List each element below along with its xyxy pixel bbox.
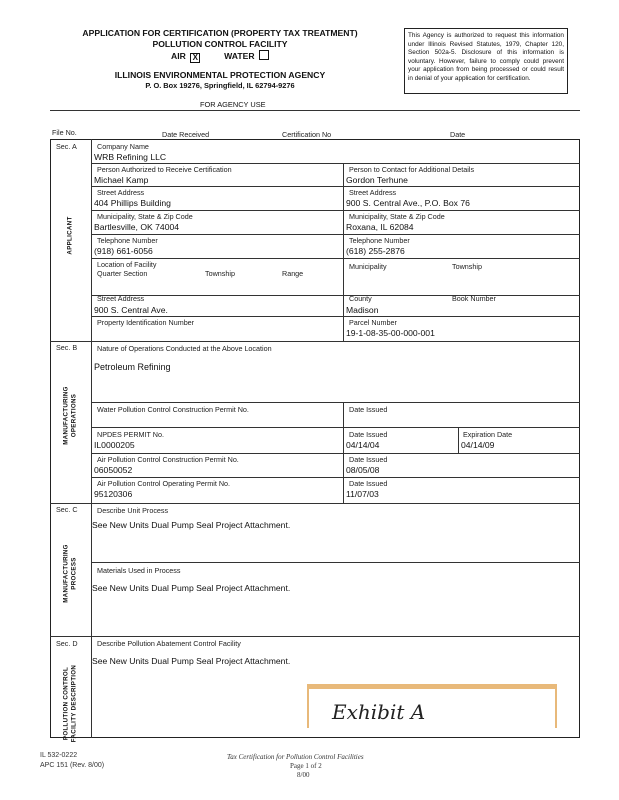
auth-person-label: Person Authorized to Receive Certification [97,165,232,174]
apc-construction-value[interactable]: 06050052 [94,465,133,475]
air-water-line [60,50,380,63]
unit-process-value[interactable]: See New Units Dual Pump Seal Project Attachment. [92,520,291,530]
quarter-label: Quarter Section [97,269,148,278]
parcel-label: Parcel Number [349,318,397,327]
city-label: Municipality, State & Zip Code [97,212,193,221]
street-value[interactable]: 404 Phillips Building [94,198,171,208]
city2-label: Municipality, State & Zip Code [349,212,445,221]
apc-operating-value[interactable]: 95120306 [94,489,133,499]
street2-value[interactable]: 900 S. Central Ave., P.O. Box 76 [346,198,470,208]
npdes-date-label: Date Issued [349,430,388,439]
apc-operating-label: Air Pollution Control Operating Permit No. [97,479,231,488]
phone2-value[interactable]: (618) 255-2876 [346,246,405,256]
apc-operating-date-label: Date Issued [349,479,388,488]
facility-label: Describe Pollution Abatement Control Facility [97,639,241,648]
township2-label: Township [452,262,482,271]
unit-process-label: Describe Unit Process [97,506,169,515]
county-label: County [349,294,372,303]
npdes-date-value[interactable]: 04/14/04 [346,440,380,450]
nature-label: Nature of Operations Conducted at the Above Location [97,344,272,353]
manufacturing-process-side-label-2: PROCESS [70,557,78,590]
npdes-value[interactable]: IL0000205 [94,440,135,450]
book-number-label: Book Number [452,294,496,303]
sec-b-label: Sec. B [56,343,78,352]
agency-address: P. O. Box 19276, Springfield, IL 62794-9276 [145,81,295,90]
range-label: Range [282,269,304,278]
materials-label: Materials Used in Process [97,566,181,575]
form-subtitle: POLLUTION CONTROL FACILITY [152,39,288,49]
sec-a-label: Sec. A [56,142,77,151]
expiration-date-value[interactable]: 04/14/09 [461,440,495,450]
company-name-label: Company Name [97,142,149,151]
apc-operating-date-value[interactable]: 11/07/03 [346,489,379,499]
footer-revision: APC 151 (Rev. 8/00) [40,762,105,769]
footer-date: 8/00 [297,771,310,779]
file-no-label: File No. [52,128,77,137]
footer-title: Tax Certification for Pollution Control Facilities [227,753,364,761]
exhibit-label: Exhibit A [332,700,426,724]
location-label: Location of Facility [97,260,157,269]
township-label: Township [205,269,235,278]
city2-value[interactable]: Roxana, IL 62084 [346,222,414,232]
air-checkbox[interactable]: X [190,53,200,63]
footer-page: Page 1 of 2 [290,762,322,770]
company-name-value[interactable]: WRB Refining LLC [94,152,167,162]
street2-label: Street Address [349,188,397,197]
air-label: AIR [171,51,186,61]
phone-label: Telephone Number [97,236,158,245]
npdes-label: NPDES PERMIT No. [97,430,164,439]
sec-c-label: Sec. C [56,505,78,514]
pin-label: Property Identification Number [97,318,195,327]
wpc-permit-label: Water Pollution Control Construction Permit No. [97,405,249,414]
parcel-value[interactable]: 19-1-08-35-00-000-001 [346,328,435,338]
phone-value[interactable]: (918) 661-6056 [94,246,153,256]
manufacturing-side-label: MANUFACTURING [62,386,70,445]
water-checkbox[interactable] [259,50,269,60]
apc-construction-label: Air Pollution Control Construction Permit No. [97,455,239,464]
materials-value[interactable]: See New Units Dual Pump Seal Project Attachment. [92,583,291,593]
county-value[interactable]: Madison [346,305,379,315]
city-value[interactable]: Bartlesville, OK 74004 [94,222,180,232]
municipality-label: Municipality [349,262,387,271]
agency-name: ILLINOIS ENVIRONMENTAL PROTECTION AGENCY [114,70,326,80]
facility-description-side-label: FACILITY DESCRIPTION [70,664,78,743]
auth-person-value[interactable]: Michael Kamp [94,175,149,185]
fac-street-label: Street Address [97,294,145,303]
fac-street-value[interactable]: 900 S. Central Ave. [94,305,168,315]
water-label: WATER [224,51,255,61]
notice-box: This Agency is authorized to request this information under Illinois Revised Statutes, 1979, Chapter 120, Section 502a-5. Disclosure of this information is voluntary. However, failure to comply could prevent your application from being processed or could result in denial of your application for certification. [404,28,568,94]
sec-d-label: Sec. D [56,639,78,648]
operations-side-label: OPERATIONS [70,393,78,438]
form-title: APPLICATION FOR CERTIFICATION (PROPERTY TAX TREATMENT) [82,28,358,38]
wpc-date-label: Date Issued [349,405,388,414]
applicant-side-label: APPLICANT [66,216,74,255]
apc-construction-date-label: Date Issued [349,455,388,464]
pollution-control-side-label: POLLUTION CONTROL [62,666,70,741]
expiration-date-label: Expiration Date [463,430,513,439]
certification-no-label: Certification No [282,130,332,139]
contact-person-value[interactable]: Gordon Terhune [346,175,408,185]
apc-construction-date-value[interactable]: 08/05/08 [346,465,380,475]
date-received-label: Date Received [162,130,210,139]
agency-use-title: FOR AGENCY USE [200,100,266,109]
manufacturing-process-side-label-1: MANUFACTURING [62,544,70,603]
nature-value[interactable]: Petroleum Refining [94,362,171,372]
facility-value[interactable]: See New Units Dual Pump Seal Project Attachment. [92,656,291,666]
phone2-label: Telephone Number [349,236,410,245]
footer-form-number: IL 532-0222 [40,752,78,759]
street-label: Street Address [97,188,145,197]
agency-date-label: Date [450,130,466,139]
contact-person-label: Person to Contact for Additional Details [349,165,475,174]
